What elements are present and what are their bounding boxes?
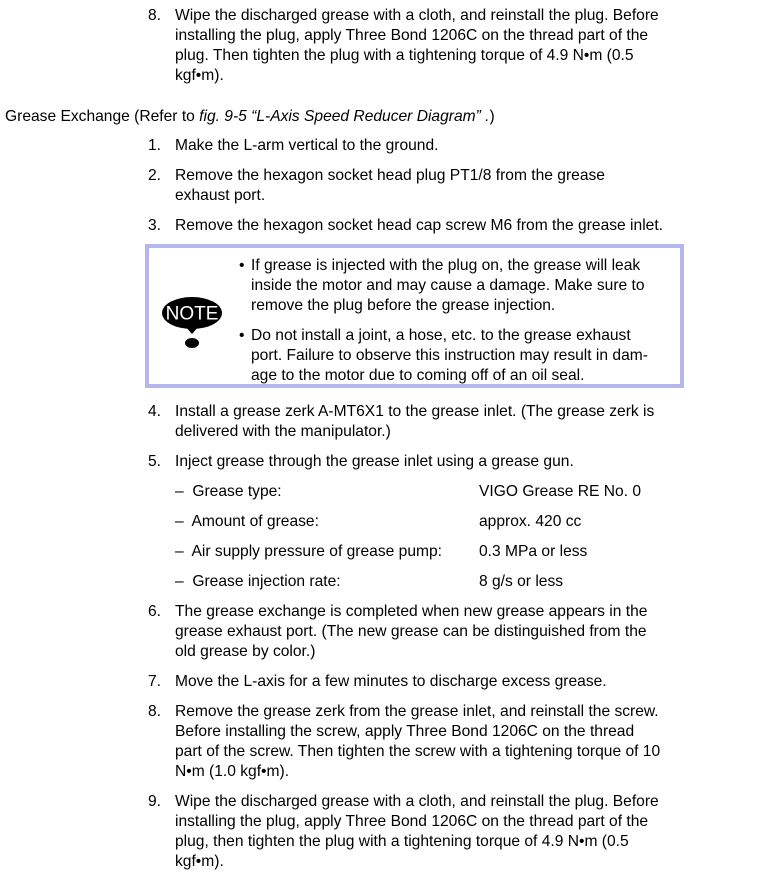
step-number: 1. [148,137,162,154]
step-line: delivered with the manipulator.) [175,423,391,440]
note-icon [161,293,223,349]
step-text [175,702,660,782]
bullet-line: Do not install a joint, a hose, etc. to the grease exhaust [251,327,631,344]
spec-dash: – [175,513,184,530]
spec-label-text: Air supply pressure of grease pump: [191,543,442,560]
bullet-line: remove the plug before the grease injection. [251,297,556,314]
step-text [175,6,659,86]
step-number: 5. [148,453,162,470]
step-number: 3. [148,217,162,234]
bullet-mark: • [239,327,245,344]
step-text [175,672,607,692]
bullet-line: If grease is injected with the plug on, the grease will leak [251,257,641,274]
step-number: 9. [148,793,162,810]
step-number: 2. [148,167,162,184]
step-line: Before installing the screw, apply Three Bond 1206C on the thread [175,723,635,740]
section-prefix: Grease Exchange (Refer to [5,108,200,125]
bullet-text [251,256,645,316]
step-text [175,792,659,872]
step-line: Move the L-axis for a few minutes to discharge excess grease. [175,673,607,690]
step-number: 7. [148,673,162,690]
step-line: Wipe the discharged grease with a cloth, and reinstall the plug. Before [175,793,659,810]
step-number: 8. [148,703,162,720]
bullet-mark: • [239,257,245,274]
step-text [175,136,439,156]
step-line: exhaust port. [175,187,266,204]
spec-dash: – [175,543,184,560]
spec-value: 8 g/s or less [479,573,564,590]
step-text [175,402,654,442]
step-line: old grease by color.) [175,643,316,660]
step-line: kgf•m). [175,853,224,870]
step-line: plug. Then tighten the plug with a tightening torque of 4.9 N•m (0.5 [175,47,634,64]
step-text [175,452,574,472]
figure-reference[interactable]: fig. 9-5 “L-Axis Speed Reducer Diagram” . [199,108,490,125]
step-number: 6. [148,603,162,620]
step-line: plug, then tighten the plug with a tightening torque of 4.9 N•m (0.5 [175,833,629,850]
step-line: Remove the grease zerk from the grease inlet, and reinstall the screw. [175,703,659,720]
step-number: 4. [148,403,162,420]
step-text [175,216,663,236]
step-line: grease exhaust port. (The new grease can be distinguished from the [175,623,647,640]
step-line: Wipe the discharged grease with a cloth, and reinstall the plug. Before [175,7,659,24]
step-line: Remove the hexagon socket head plug PT1/8 from the grease [175,167,605,184]
spec-label-text: Grease type: [192,483,282,500]
spec-label-text: Amount of grease: [191,513,319,530]
note-icon-label: NOTE [165,303,219,325]
note-box [145,244,684,388]
spec-label [175,572,341,592]
spec-dash: – [175,483,184,500]
step-line: part of the screw. Then tighten the screw with a tightening torque of 10 [175,743,661,760]
step-line: Install a grease zerk A-MT6X1 to the grease inlet. (The grease zerk is [175,403,655,420]
spec-value: VIGO Grease RE No. 0 [479,483,642,500]
bullet-line: age to the motor due to coming off of an oil seal. [251,367,585,384]
spec-label-text: Grease injection rate: [192,573,341,590]
step-text [175,602,647,662]
section-suffix: ) [489,108,495,125]
step-text [175,166,605,206]
step-line: N•m (1.0 kgf•m). [175,763,290,780]
step-line: Make the L-arm vertical to the ground. [175,137,439,154]
step-line: installing the plug, apply Three Bond 1206C on the thread part of the [175,813,649,830]
step-line: kgf•m). [175,67,224,84]
spec-value: approx. 420 cc [479,513,582,530]
bullet-text [251,326,648,386]
section-heading [5,107,495,127]
bullet-line: inside the motor and may cause a damage. Make sure to [251,277,645,294]
step-line: The grease exchange is completed when new grease appears in the [175,603,648,620]
bullet-line: port. Failure to observe this instruction may result in dam- [251,347,648,364]
step-line: Inject grease through the grease inlet using a grease gun. [175,453,574,470]
step-line: installing the plug, apply Three Bond 1206C on the thread part of the [175,27,649,44]
spec-label [175,482,282,502]
step-line: Remove the hexagon socket head cap screw M6 from the grease inlet. [175,217,663,234]
step-number: 8. [148,7,162,24]
spec-dash: – [175,573,184,590]
spec-label [175,542,442,562]
spec-value: 0.3 MPa or less [479,543,588,560]
spec-label [175,512,319,532]
